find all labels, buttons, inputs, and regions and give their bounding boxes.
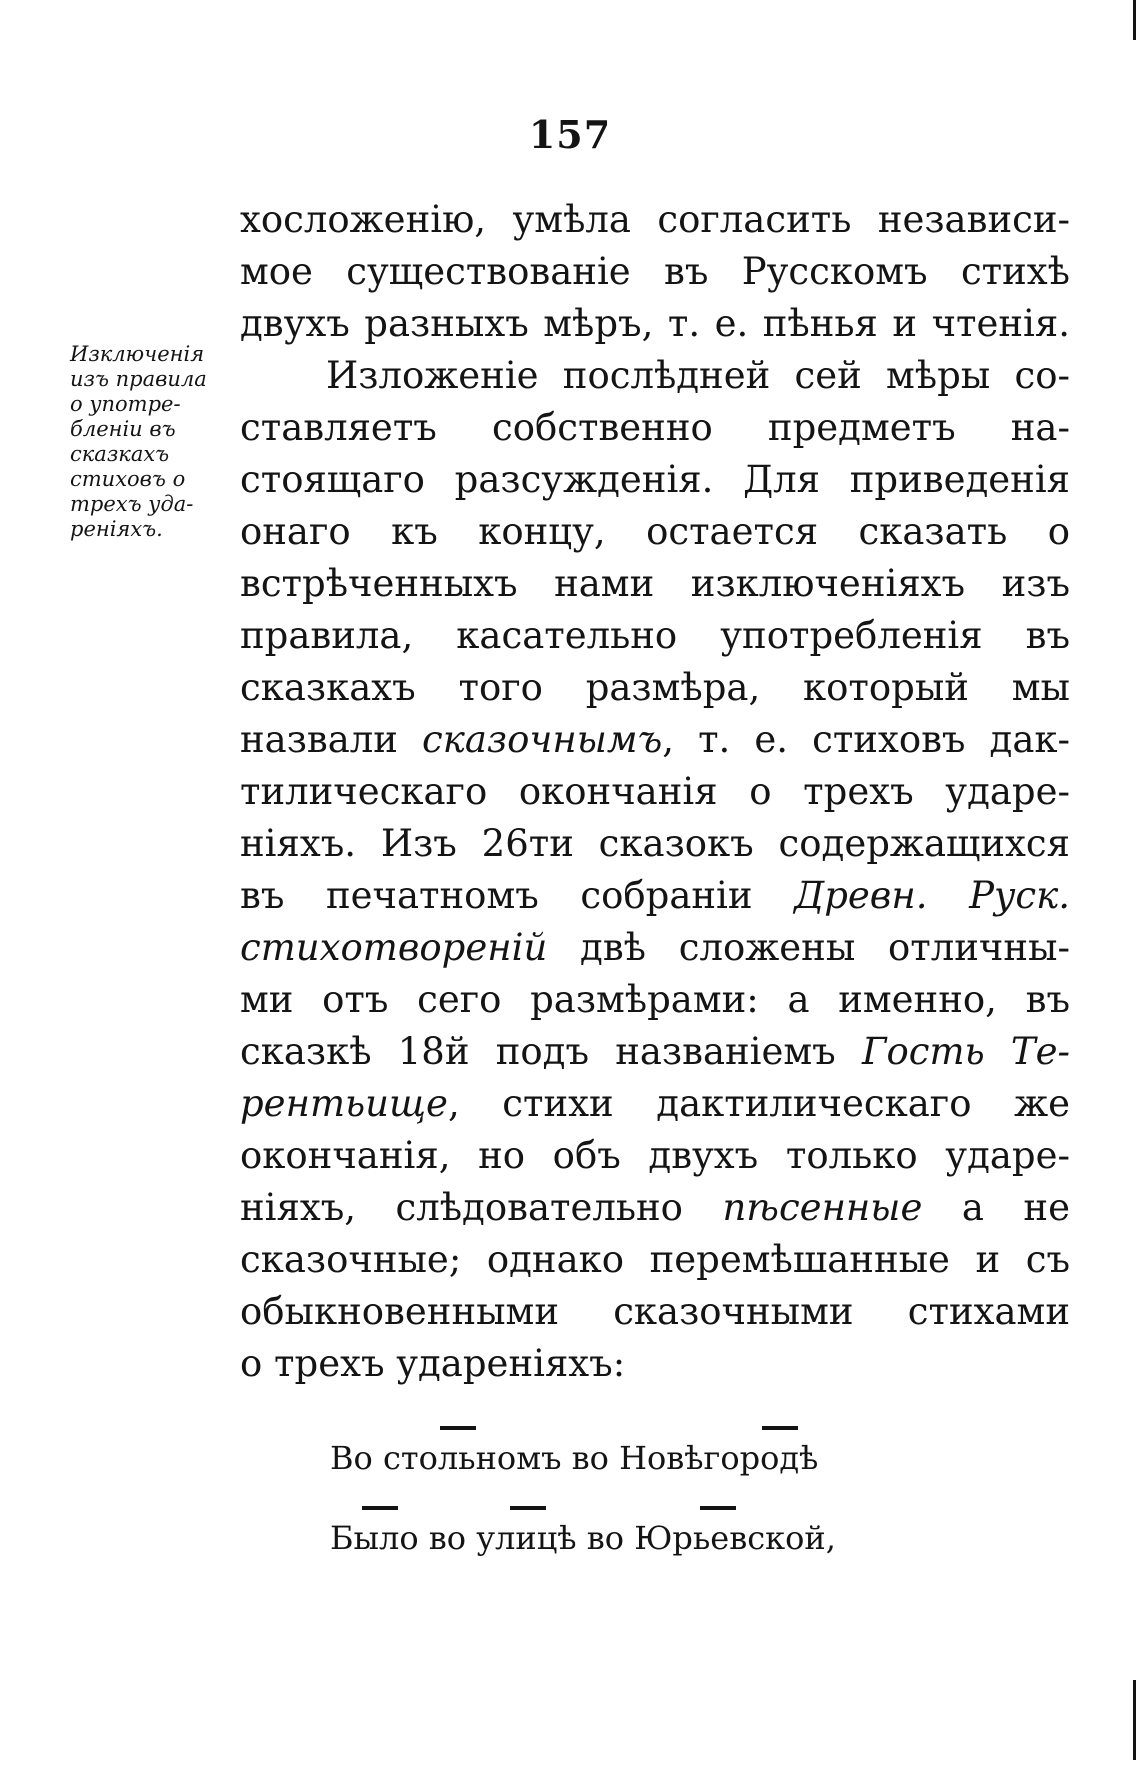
text-line: правила, касательно употребленія въ — [240, 614, 1070, 657]
text-segment: въ печатномъ собраніи — [240, 874, 753, 917]
italic-title: рентьище — [240, 1082, 448, 1125]
verse-line — [330, 1418, 1030, 1498]
text-segment: , т. е. стиховъ дак- — [662, 718, 1070, 761]
margin-note-line: реніяхъ. — [70, 517, 163, 541]
text-line: ставляетъ собственно предметъ на- — [240, 406, 1070, 449]
italic-term: пѣсенные — [722, 1186, 923, 1229]
text-line: двухъ разныхъ мѣръ, т. е. пѣнья и чтенія. — [240, 302, 1070, 345]
text-line — [240, 1182, 1070, 1234]
text-segment: ніяхъ, слѣдовательно — [240, 1186, 683, 1229]
italic-term: сказочнымъ — [422, 718, 663, 761]
text-line — [240, 922, 1070, 974]
text-line: ніяхъ. Изъ 26ти сказокъ содержащихся — [240, 822, 1070, 865]
text-line: стоящаго разсужденія. Для приведенія — [240, 458, 1070, 501]
text-line: Изложеніе послѣдней сей мѣры со- — [326, 354, 1070, 397]
text-line: сказочные; однако перемѣшанные и съ — [240, 1238, 1070, 1281]
text-line: ми отъ сего размѣрами: а именно, въ — [240, 978, 1070, 1021]
stress-mark — [510, 1506, 546, 1510]
text-line: окончанія, но объ двухъ только ударе- — [240, 1134, 1070, 1177]
margin-note-line: сказкахъ — [70, 442, 170, 466]
text-line: о трехъ удареніяхъ: — [240, 1342, 626, 1385]
stress-mark — [362, 1506, 398, 1510]
text-line — [240, 870, 1070, 922]
verse-line — [330, 1498, 1030, 1578]
text-line: мое существованіе въ Русскомъ стихѣ — [240, 250, 1070, 293]
margin-note-line: изъ правила — [70, 367, 207, 391]
text-line: сказкахъ того размѣра, который мы — [240, 666, 1070, 709]
text-segment: двѣ сложены отличны- — [580, 926, 1070, 969]
italic-title: Древн. Руск. — [794, 874, 1070, 917]
stress-mark — [762, 1426, 798, 1430]
margin-note-line: Изключенія — [70, 342, 205, 366]
margin-note-line: бленіи въ — [70, 417, 176, 441]
page-number: 157 — [528, 112, 612, 157]
text-line: онаго къ концу, остается сказать о — [240, 510, 1070, 553]
body-text — [240, 194, 1070, 1390]
text-line — [240, 714, 1070, 766]
margin-note — [70, 342, 240, 542]
page-edge-mark — [1133, 1680, 1136, 1760]
margin-note-line: стиховъ о — [70, 467, 186, 491]
margin-note-line: трехъ уда- — [70, 492, 194, 516]
verse-line-text: Было во улицѣ во Юрьевской, — [330, 1519, 836, 1557]
text-segment: назвали — [240, 718, 398, 761]
verse-line-text: Во стольномъ во Новѣгородѣ — [330, 1439, 819, 1477]
italic-title: Гость Те- — [861, 1030, 1070, 1073]
text-line: встрѣченныхъ нами изключеніяхъ изъ — [240, 562, 1070, 605]
stress-mark — [440, 1426, 476, 1430]
italic-title: стихотвореній — [240, 926, 548, 969]
text-line: хосложенію, умѣла согласить независи- — [240, 198, 1070, 241]
stress-mark — [700, 1506, 736, 1510]
text-segment: а не — [961, 1186, 1070, 1229]
text-segment: сказкѣ 18й подъ названіемъ — [240, 1030, 836, 1073]
margin-note-line: о употре- — [70, 392, 181, 416]
text-line — [240, 1078, 1070, 1130]
text-line: обыкновенными сказочными стихами — [240, 1290, 1070, 1333]
text-line — [240, 1026, 1070, 1078]
verse-block — [330, 1418, 1030, 1578]
page-edge-mark — [1133, 0, 1136, 40]
text-segment: , стихи дактилическаго же — [447, 1082, 1070, 1125]
text-line: тилическаго окончанія о трехъ ударе- — [240, 770, 1070, 813]
